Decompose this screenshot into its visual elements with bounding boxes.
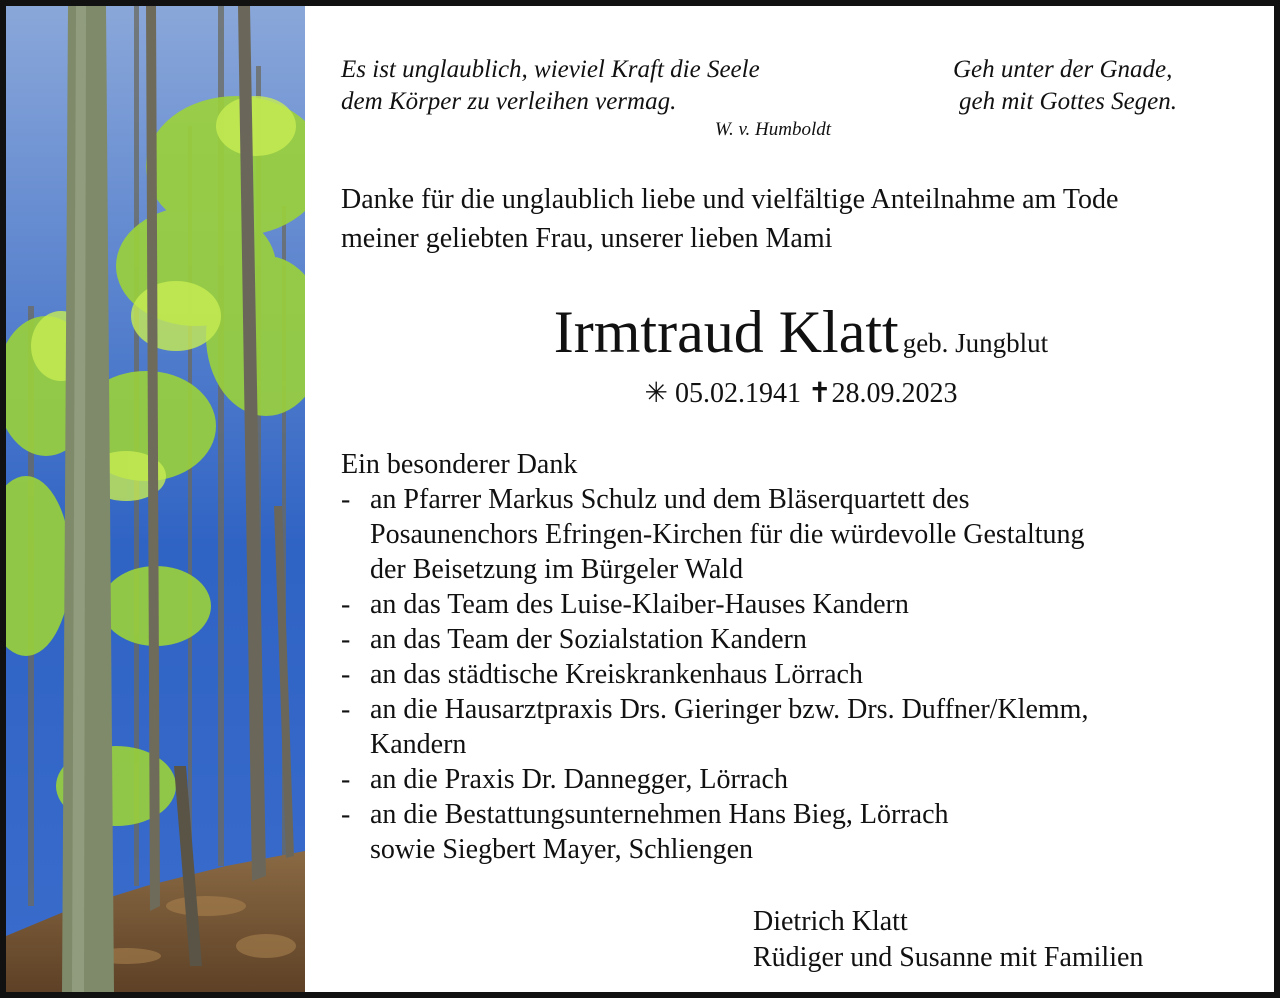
quote-line: Geh unter der Gnade, bbox=[953, 56, 1173, 83]
dash-bullet: - bbox=[341, 659, 351, 690]
quote-line: Es ist unglaublich, wieviel Kraft die Seele bbox=[341, 56, 760, 83]
list-item-line: an die Bestattungsunternehmen Hans Bieg, Lörrach bbox=[370, 799, 949, 830]
thanks-intro bbox=[341, 180, 1261, 258]
list-item-line: an Pfarrer Markus Schulz und dem Bläserquartett des bbox=[370, 484, 970, 515]
quote-author: W. v. Humboldt bbox=[714, 119, 831, 140]
humboldt-quote bbox=[341, 54, 841, 142]
list-item-line: an das Team der Sozialstation Kandern bbox=[370, 624, 807, 655]
quote-line: dem Körper zu verleihen vermag. bbox=[341, 88, 677, 115]
list-item bbox=[341, 797, 1261, 867]
list-item bbox=[341, 762, 1261, 797]
life-dates bbox=[341, 376, 1261, 412]
blessing-quote bbox=[953, 54, 1253, 118]
list-item-line: der Beisetzung im Bürgeler Wald bbox=[370, 554, 744, 585]
dash-bullet: - bbox=[341, 799, 351, 830]
quote-line: geh mit Gottes Segen. bbox=[959, 88, 1178, 115]
special-thanks-heading: Ein besonderer Dank bbox=[341, 449, 578, 480]
list-item bbox=[341, 622, 1261, 657]
dash-bullet: - bbox=[341, 764, 351, 795]
dash-bullet: - bbox=[341, 624, 351, 655]
birth-star-icon: ✳ bbox=[644, 378, 668, 409]
notice-content bbox=[341, 6, 1274, 992]
signature bbox=[753, 904, 1143, 976]
death-date: 28.09.2023 bbox=[831, 378, 958, 409]
dash-bullet: - bbox=[341, 694, 351, 725]
deceased-name: Irmtraud Klatt bbox=[553, 299, 899, 365]
signature-line: Rüdiger und Susanne mit Familien bbox=[753, 942, 1144, 973]
list-item-line: an die Hausarztpraxis Drs. Gieringer bzw. Drs. Duffner/Klemm, bbox=[370, 694, 1089, 725]
dash-bullet: - bbox=[341, 589, 351, 620]
thanks-line: meiner geliebten Frau, unserer lieben Mami bbox=[341, 223, 833, 254]
deceased-name-line bbox=[341, 296, 1261, 368]
signature-line: Dietrich Klatt bbox=[753, 906, 908, 937]
birth-date: 05.02.1941 bbox=[675, 378, 801, 409]
forest-photo bbox=[6, 6, 305, 992]
list-item-line: an das städtische Kreiskrankenhaus Lörrach bbox=[370, 659, 863, 690]
list-item-line: an die Praxis Dr. Dannegger, Lörrach bbox=[370, 764, 788, 795]
list-item bbox=[341, 482, 1261, 587]
thanks-line: Danke für die unglaublich liebe und vielfältige Anteilnahme am Tode bbox=[341, 184, 1119, 215]
list-item bbox=[341, 692, 1261, 762]
forest-illustration bbox=[6, 6, 305, 992]
list-item-line: Posaunenchors Efringen-Kirchen für die würdevolle Gestaltung bbox=[370, 519, 1085, 550]
list-item-line: an das Team des Luise-Klaiber-Hauses Kandern bbox=[370, 589, 909, 620]
list-item-line: sowie Siegbert Mayer, Schliengen bbox=[370, 834, 754, 865]
death-cross-icon: ✝ bbox=[808, 378, 832, 409]
list-item bbox=[341, 657, 1261, 692]
list-item bbox=[341, 587, 1261, 622]
birth-name: geb. Jungblut bbox=[902, 328, 1049, 358]
special-thanks bbox=[341, 447, 1261, 867]
dash-bullet: - bbox=[341, 484, 351, 515]
thanks-list bbox=[341, 482, 1261, 867]
list-item-line: Kandern bbox=[370, 729, 467, 760]
